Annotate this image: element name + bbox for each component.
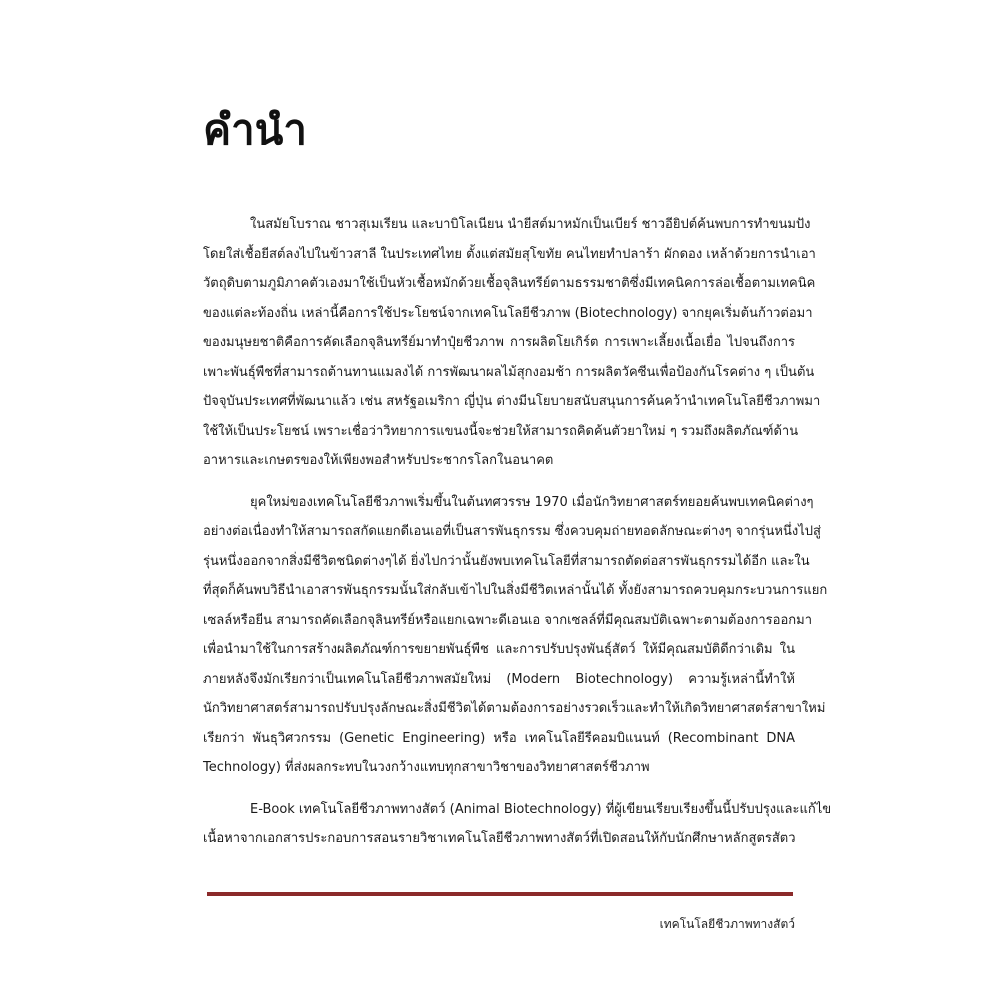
text-line: ของมนุษยชาติคือการคัดเลือกจุลินทรีย์มาทำปุ๋ยชีวภาพ การผลิตโยเกิร์ต การเพาะเลี้ยงเนื้อเยื่อ ไปจนถึงการ (203, 335, 795, 350)
text-line: อย่างต่อเนื่องทำให้สามารถสกัดแยกดีเอนเอที่เป็นสารพันธุกรรม ซึ่งควบคุมถ่ายทอดลักษณะต่างๆ จากรุ่นหนึ่งไปสู่ (203, 524, 821, 539)
paragraph-1 (203, 210, 821, 476)
page-title: คำนำ (203, 105, 307, 154)
footer-book-title: เทคโนโลยีชีวภาพทางสัตว์ (659, 917, 795, 931)
text-line: โดยใส่เชื้อยีสต์ลงไปในข้าวสาลี ในประเทศไทย ตั้งแต่สมัยสุโขทัย คนไทยทำปลาร้า ผักดอง เหล้าด้วยการนำเอา (203, 246, 816, 262)
paragraph-3 (203, 795, 832, 854)
footer-divider (207, 892, 793, 896)
text-line: วัตถุดิบตามภูมิภาคตัวเองมาใช้เป็นหัวเชื้อหมักด้วยเชื้อจุลินทรีย์ตามธรรมชาติซึ่งมีเทคนิคการล่อเชื้อตามเทคนิค (203, 276, 816, 291)
text-line: อาหารและเกษตรของให้เพียงพอสำหรับประชากรโลกในอนาคต (203, 453, 554, 468)
text-line: ปัจจุบันประเทศที่พัฒนาแล้ว เช่น สหรัฐอเมริกา ญี่ปุ่น ต่างมีนโยบายสนับสนุนการค้นคว้านำเทคโนโลยีชีวภาพมา (203, 394, 821, 409)
text-line: ในสมัยโบราณ ชาวสุเมเรียน และบาบิโลเนียน นำยีสต์มาหมักเป็นเบียร์ ชาวอียิปต์ค้นพบการทำขนมปัง (250, 217, 811, 232)
text-line: ที่สุดก็ค้นพบวิธีนำเอาสารพันธุกรรมนั้นใส่กลับเข้าไปในสิ่งมีชีวิตเหล่านั้นได้ ทั้งยังสามารถควบคุมกระบวนการแยก (203, 583, 828, 598)
document-body (203, 210, 832, 866)
text-line: E-Book เทคโนโลยีชีวภาพทางสัตว์ (Animal Biotechnology) ที่ผู้เขียนเรียบเรียงขึ้นนี้ปรับปรุงและแก้ไข (250, 801, 832, 817)
text-line: เรียกว่า พันธุวิศวกรรม (Genetic Engineering) หรือ เทคโนโลยีรีคอมบิแนนท์ (Recombinant DNA (203, 730, 795, 746)
text-line: เพาะพันธุ์พืชที่สามารถต้านทานแมลงได้ การพัฒนาผลไม้สุกงอมช้า การผลิตวัคซีนเพื่อป้องกันโรคต่าง ๆ เป็นต้น (203, 364, 815, 380)
paragraph-2 (203, 488, 828, 783)
text-line: เซลล์หรือยีน สามารถคัดเลือกจุลินทรีย์หรือแยกเฉพาะดีเอนเอ จากเซลล์ที่มีคุณสมบัติเฉพาะตามต้องการออกมา (203, 612, 813, 628)
text-line: เนื้อหาจากเอกสารประกอบการสอนรายวิชาเทคโนโลยีชีวภาพทางสัตว์ที่เปิดสอนให้กับนักศึกษาหลักสูตรสัตว (203, 831, 796, 846)
text-line: ของแต่ละท้องถิ่น เหล่านี้คือการใช้ประโยชน์จากเทคโนโลยีชีวภาพ (Biotechnology) จากยุคเริ่มต้นก้าวต่อมา (203, 305, 813, 321)
text-line: นักวิทยาศาสตร์สามารถปรับปรุงลักษณะสิ่งมีชีวิตได้ตามต้องการอย่างรวดเร็วและทำให้เกิดวิทยาศาสตร์สาขาใหม่ (203, 701, 826, 716)
text-line: Technology) ที่ส่งผลกระทบในวงกว้างแทบทุกสาขาวิชาของวิทยาศาสตร์ชีวภาพ (203, 760, 650, 775)
text-line: ภายหลังจึงมักเรียกว่าเป็นเทคโนโลยีชีวภาพสมัยใหม่ (Modern Biotechnology) ความรู้เหล่านี้ทำให้ (203, 671, 795, 687)
text-line: ใช้ให้เป็นประโยชน์ เพราะเชื่อว่าวิทยาการแขนงนี้จะช่วยให้สามารถคิดค้นตัวยาใหม่ ๆ รวมถึงผลิตภัณฑ์ด้าน (203, 423, 799, 439)
text-line: เพื่อนำมาใช้ในการสร้างผลิตภัณฑ์การขยายพันธุ์พืช และการปรับปรุงพันธุ์สัตว์ ให้มีคุณสมบัติดีกว่าเดิม ใน (203, 642, 795, 657)
text-line: รุ่นหนึ่งออกจากสิ่งมีชีวิตชนิดต่างๆได้ ยิ่งไปกว่านั้นยังพบเทคโนโลยีที่สามารถตัดต่อสารพันธุกรรมได้อีก และใน (203, 553, 810, 569)
text-line: ยุคใหม่ของเทคโนโลยีชีวภาพเริ่มขึ้นในต้นทศวรรษ 1970 เมื่อนักวิทยาศาสตร์ทยอยค้นพบเทคนิคต่างๆ (250, 494, 814, 510)
